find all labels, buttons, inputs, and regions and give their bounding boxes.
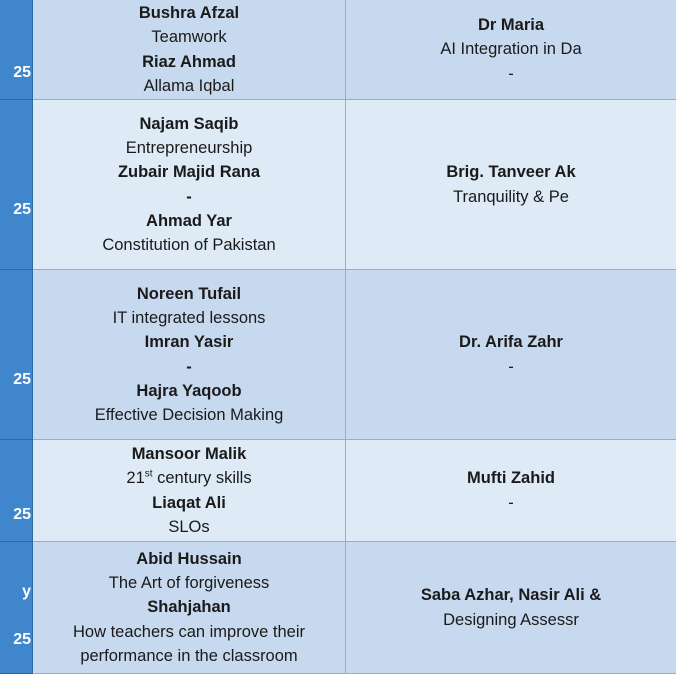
table-row [0,0,582,100]
session-topic: Entrepreneurship [125,139,253,158]
date-cell [0,270,33,440]
session-topic: performance in the classroom [80,646,298,665]
speaker-name: Abid Hussain [136,549,242,568]
session-cell [346,0,676,100]
date-cell [0,440,33,542]
dash-placeholder: - [508,64,514,83]
speaker-name: Saba Azhar, Nasir Ali & [420,586,602,605]
speaker-name: Najam Saqib [139,114,239,133]
session-topic: Constitution of Pakistan [102,235,276,254]
speaker-name: Ahmad Yar [146,211,232,230]
session-cell [346,270,676,440]
date-fragment: 25 [13,64,31,81]
session-cell [33,270,346,440]
session-topic: AI Integration in Da [440,40,582,59]
table-row [0,440,554,542]
date-cell [0,100,33,270]
dash-placeholder: - [186,357,192,376]
session-cell [33,0,346,100]
session-topic [126,466,251,490]
speaker-name: Liaqat Ali [152,493,226,512]
session-topic: The Art of forgiveness [108,574,270,593]
session-topic: How teachers can improve their [72,622,305,641]
date-fragment: 25 [13,201,31,218]
speaker-name: Brig. Tanveer Ak [446,163,576,182]
topic-number: 21 [126,469,145,488]
session-topic: Effective Decision Making [94,405,284,424]
session-topic: Teamwork [151,28,227,47]
table-row [0,100,576,270]
session-cell [33,440,346,542]
session-topic: Allama Iqbal [143,76,235,95]
date-cell [0,0,33,100]
speaker-name: Bushra Afzal [138,4,240,23]
date-fragment: 25 [13,631,31,648]
speaker-name: Mufti Zahid [467,469,555,488]
speaker-name: Hajra Yaqoob [136,381,242,400]
date-fragment: 25 [13,371,31,388]
session-cell [346,542,676,674]
topic-text: century skills [152,469,252,488]
speaker-name: Dr Maria [477,16,545,35]
speaker-name: Noreen Tufail [136,284,242,303]
session-cell [346,100,676,270]
session-cell [33,100,346,270]
session-topic: SLOs [168,517,210,536]
session-cell [33,542,346,674]
dash-placeholder: - [508,493,514,512]
dash-placeholder: - [508,357,514,376]
topic-ordinal-suffix: st [144,468,153,480]
speaker-name: Riaz Ahmad [142,52,236,71]
table-row [0,542,602,674]
session-topic: Tranquility & Pe [453,187,569,206]
speaker-name: Shahjahan [147,598,231,617]
speaker-name: Imran Yasir [144,333,234,352]
session-topic: Designing Assessr [443,610,579,629]
speaker-name: Dr. Arifa Zahr [459,333,563,352]
speaker-name: Zubair Majid Rana [117,163,261,182]
speaker-name: Mansoor Malik [131,445,247,464]
dash-placeholder: - [186,187,192,206]
session-topic: IT integrated lessons [112,309,266,328]
session-cell [346,440,676,542]
table-row [0,270,563,440]
date-cell [0,542,33,674]
date-fragment: y [22,583,31,600]
date-fragment: 25 [13,506,31,523]
